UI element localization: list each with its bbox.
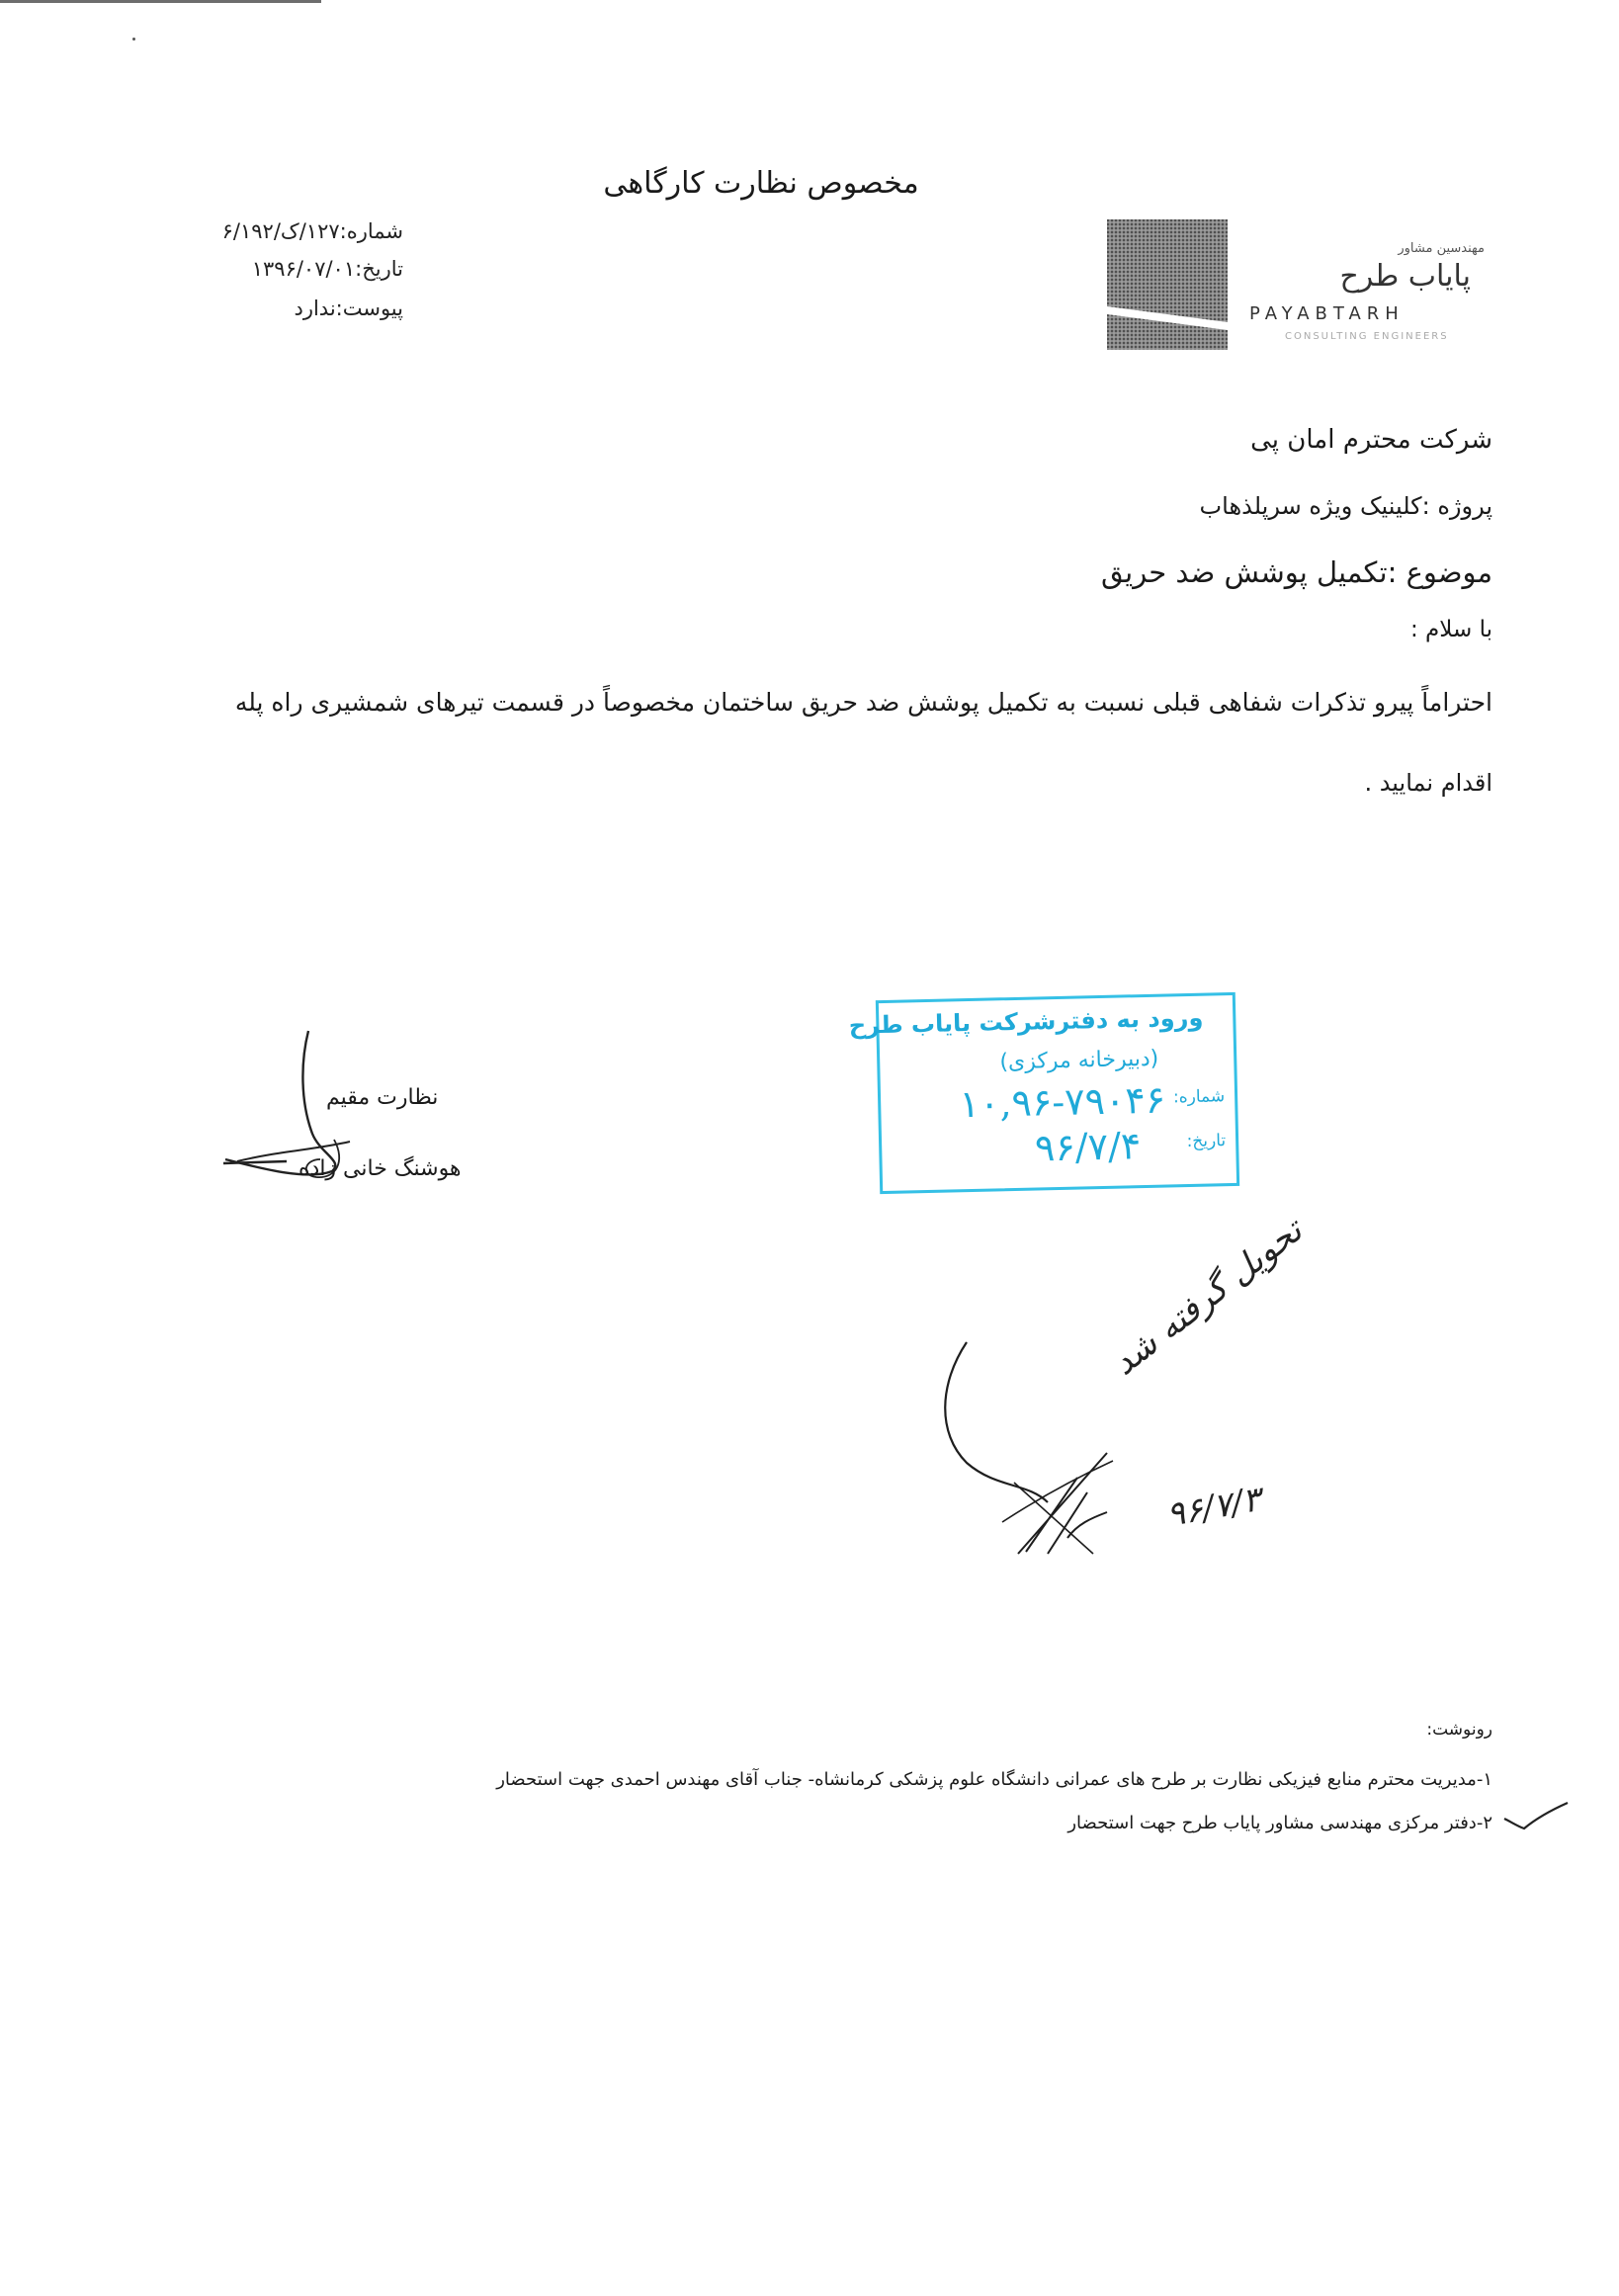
body-paragraph-line-2: اقدام نمایید . <box>1364 769 1492 797</box>
scan-edge-line <box>0 0 321 3</box>
subject-line: موضوع :تکمیل پوشش ضد حریق <box>1101 555 1492 589</box>
handwritten-note: تحویل گرفته شد <box>1105 1211 1311 1384</box>
document-heading: مخصوص نظارت کارگاهی <box>603 166 919 201</box>
greeting: با سلام : <box>1409 617 1492 642</box>
logo-name-en: PAYABTARH <box>1249 303 1405 324</box>
signature-scribble <box>217 1023 356 1211</box>
stamp-subtitle: (دبیرخانه مرکزی) <box>999 1046 1159 1075</box>
letter-date: تاریخ:۱۳۹۶/۰۷/۰۱ <box>251 257 403 281</box>
scan-speck <box>132 38 135 41</box>
check-mark <box>1502 1799 1570 1834</box>
stamp-date-value: ۹۶/۷/۴ <box>1034 1124 1142 1170</box>
handwritten-signature <box>919 1295 1315 1591</box>
logo-name-fa: پایاب طرح <box>1339 259 1471 294</box>
signatory-name: هوشنگ خانی زاده <box>298 1156 462 1181</box>
letter-meta <box>178 219 403 328</box>
company-logo-mark <box>1107 219 1228 350</box>
receipt-stamp <box>848 992 1239 1194</box>
cc-line-2: ۲-دفتر مرکزی مهندسی مشاور پایاب طرح جهت استحضار <box>1067 1813 1492 1833</box>
stamp-date-label: تاریخ: <box>1186 1131 1227 1152</box>
stamp-number-label: شماره: <box>1172 1086 1226 1108</box>
recipient: شرکت محترم امان پی <box>1250 425 1492 455</box>
cc-heading: رونوشت: <box>1426 1720 1492 1740</box>
stamp-title: ورود به دفترشرکت پایاب طرح <box>848 1003 1204 1040</box>
letter-number: شماره:۱۲۷/ک/۶/۱۹۲ <box>221 219 403 243</box>
project-line: پروژه :کلینیک ویژه سرپلذهاب <box>1199 492 1492 520</box>
stamp-number-value: ۱۰,۹۶-۷۹۰۴۶ <box>959 1077 1166 1127</box>
letter-attachment: پیوست:ندارد <box>294 297 403 320</box>
logo-subtitle: مهندسین مشاور <box>1398 241 1485 256</box>
handwritten-date: ۹۶/۷/۳ <box>1163 1479 1264 1536</box>
cc-line-1: ۱-مدیریت محترم منابع فیزیکی نظارت بر طرح های عمرانی دانشگاه علوم پزشکی کرمانشاه- جناب آقای مهندس احمدی جهت استحضار <box>496 1769 1492 1790</box>
body-paragraph-line-1: احتراماً پیرو تذکرات شفاهی قبلی نسبت به تکمیل پوشش ضد حریق ساختمان مخصوصاً در قسمت تیرهای شمشیری راه پله <box>234 688 1492 717</box>
logo-tagline: CONSULTING ENGINEERS <box>1285 331 1449 342</box>
signatory-title: نظارت مقیم <box>326 1085 439 1110</box>
